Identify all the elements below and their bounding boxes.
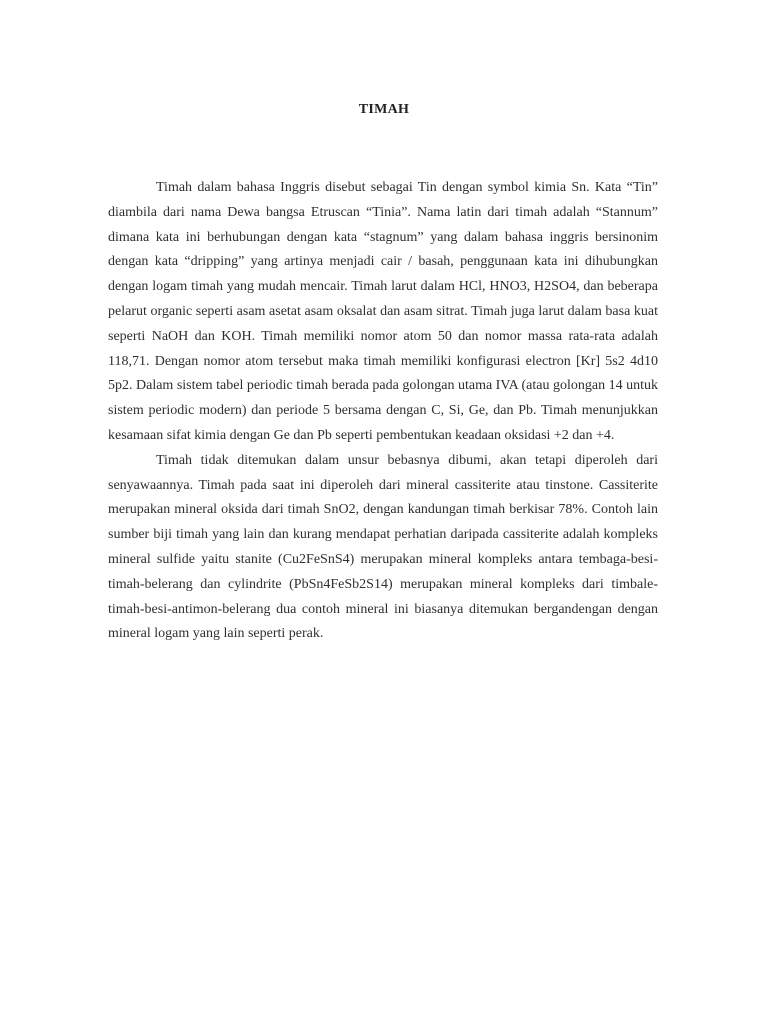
paragraph-2: Timah tidak ditemukan dalam unsur bebasnya dibumi, akan tetapi diperoleh dari senyawaannya. Timah pada saat ini diperoleh dari mineral cassiterite atau tinstone. Cassiterite merupakan mineral oksida dari timah SnO2, dengan kandungan timah berkisar 78%. Contoh lain sumber biji timah yang lain dan kurang mendapat perhatian daripada cassiterite adalah kompleks mineral sulfide yaitu stanite (Cu2FeSnS4) merupakan mineral kompleks antara tembaga-besi-timah-belerang dan cylindrite (PbSn4FeSb2S14) merupakan mineral kompleks dari timbale-timah-besi-antimon-belerang dua contoh mineral ini biasanya ditemukan bergandengan dengan mineral logam yang lain seperti perak. — [108, 452, 658, 642]
document-title: TIMAH — [358, 102, 410, 117]
document-body — [108, 176, 658, 647]
paragraph-1: Timah dalam bahasa Inggris disebut sebagai Tin dengan symbol kimia Sn. Kata “Tin” diambila dari nama Dewa bangsa Etruscan “Tinia”. Nama latin dari timah adalah “Stannum” dimana kata ini berhubungan dengan kata “stagnum” yang dalam bahasa inggris bersinonim dengan kata “dripping” yang artinya menjadi cair / basah, penggunaan kata ini dihubungkan dengan logam timah yang mudah mencair. Timah larut dalam HCl, HNO3, H2SO4, dan beberapa pelarut organic seperti asam asetat asam oksalat dan asam sitrat. Timah juga larut dalam basa kuat seperti NaOH dan KOH. Timah memiliki nomor atom 50 dan nomor massa rata-rata adalah 118,71. Dengan nomor atom tersebut maka timah memiliki konfigurasi electron [Kr] 5s2 4d10 5p2. Dalam sistem tabel periodic timah berada pada golongan utama IVA (atau golongan 14 untuk sistem periodic modern) dan periode 5 bersama dengan C, Si, Ge, dan Pb. Timah menunjukkan kesamaan sifat kimia dengan Ge dan Pb seperti pembentukan keadaan oksidasi +2 dan +4. — [108, 180, 658, 443]
